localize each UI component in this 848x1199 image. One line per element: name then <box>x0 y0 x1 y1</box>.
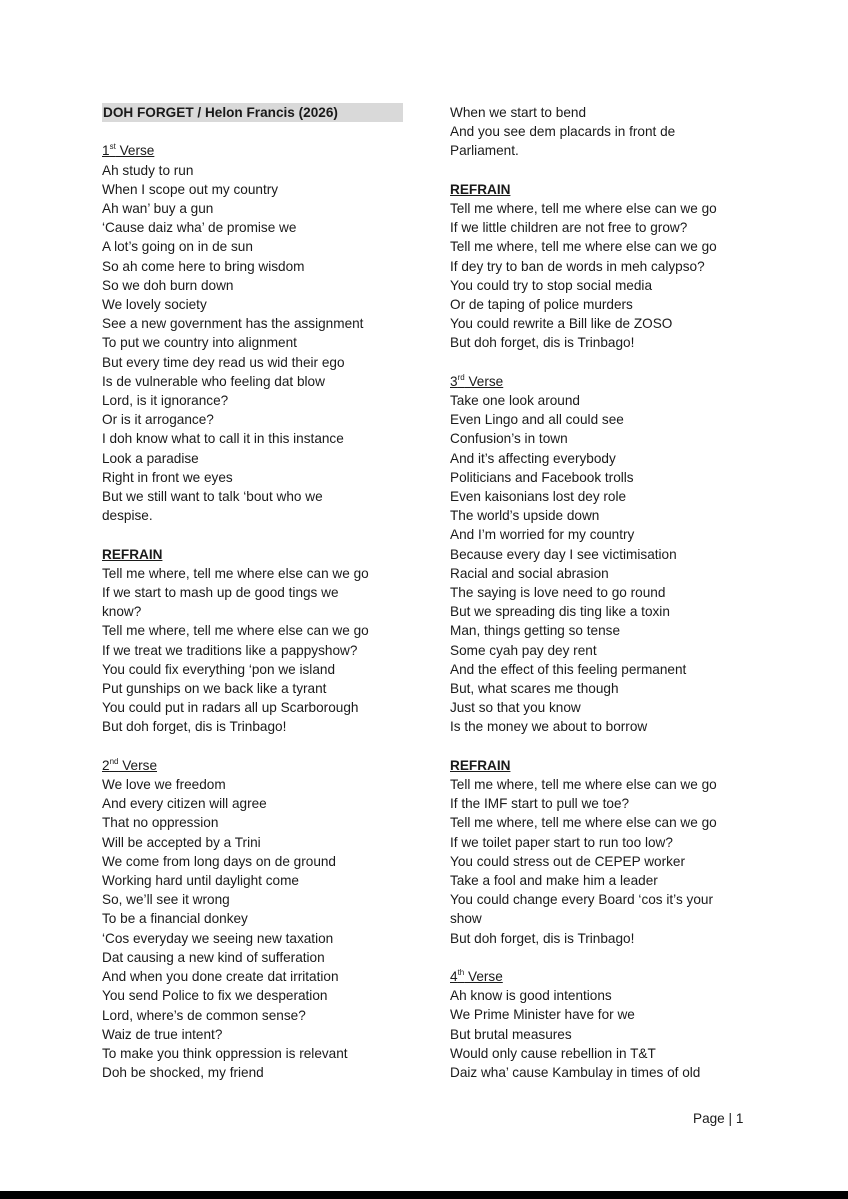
right-column <box>450 103 750 1082</box>
lyric-line: But brutal measures <box>450 1026 572 1042</box>
lyric-line: You could stress out de CEPEP worker <box>450 853 685 869</box>
lyric-line: Look a paradise <box>102 450 199 466</box>
lyric-line: despise. <box>102 508 153 524</box>
lyric-line: Tell me where, tell me where else can we go <box>450 201 717 216</box>
refrain-1-heading: REFRAIN <box>102 546 163 562</box>
lyric-line: Ah study to run <box>102 162 194 178</box>
verse-2-heading: 2nd Verse <box>102 756 158 773</box>
lyric-line: Because every day I see victimisation <box>450 546 677 562</box>
lyric-line: And when you done create dat irritation <box>102 969 339 985</box>
refrain-2-heading: REFRAIN <box>450 181 511 197</box>
lyric-line: Tell me where, tell me where else can we go <box>102 565 369 581</box>
lyric-line: A lot’s going on in de sun <box>102 239 253 255</box>
lyric-line: But we still want to talk ‘bout who we <box>102 489 323 505</box>
lyric-line: But, what scares me though <box>450 681 619 697</box>
lyric-line: Dat causing a new kind of sufferation <box>102 949 325 965</box>
verse-3-heading: 3rd Verse <box>450 372 504 389</box>
lyric-line: You could put in radars all up Scarborough <box>102 700 359 716</box>
lyric-line: Even kaisonians lost dey role <box>450 489 627 505</box>
lyric-line: But we spreading dis ting like a toxin <box>450 604 670 620</box>
lyric-line: To make you think oppression is relevant <box>102 1045 348 1061</box>
verse-1-lines <box>102 161 407 526</box>
lyric-line: ‘Cos everyday we seeing new taxation <box>102 930 334 946</box>
song-title: DOH FORGET / Helon Francis (2026) <box>102 103 403 122</box>
lyric-line: Confusion’s in town <box>450 431 568 447</box>
lyric-line: If we treat we traditions like a pappyshow? <box>102 642 358 658</box>
lyric-line: Take a fool and make him a leader <box>450 873 658 889</box>
lyric-line: Some cyah pay dey rent <box>450 642 597 658</box>
lyric-line: know? <box>102 604 142 620</box>
lyric-line: Ah know is good intentions <box>450 988 612 1004</box>
lyric-line: To be a financial donkey <box>102 911 248 927</box>
lyric-line: You could change every Board ‘cos it’s your <box>450 892 713 908</box>
lyric-line: You could rewrite a Bill like de ZOSO <box>450 316 673 332</box>
lyric-line: And you see dem placards in front de <box>450 124 676 140</box>
lyric-line: And I’m worried for my country <box>450 527 635 543</box>
lyric-line: Racial and social abrasion <box>450 565 609 581</box>
lyric-line: Daiz wha’ cause Kambulay in times of old <box>450 1065 701 1081</box>
lyric-line: We love we freedom <box>102 777 226 793</box>
lyric-line: We come from long days on de ground <box>102 853 336 869</box>
lyric-line: You could try to stop social media <box>450 277 653 293</box>
lyric-line: And the effect of this feeling permanent <box>450 661 687 677</box>
lyric-line: Will be accepted by a Trini <box>102 834 261 850</box>
lyric-line: Tell me where, tell me where else can we go <box>450 239 717 255</box>
lyric-line: Lord, where’s de common sense? <box>102 1007 306 1023</box>
lyric-line: ‘Cause daiz wha’ de promise we <box>102 220 297 236</box>
lyric-line: But doh forget, dis is Trinbago! <box>450 930 635 946</box>
lyric-line: If we toilet paper start to run too low? <box>450 834 673 850</box>
lyric-line: So we doh burn down <box>102 277 234 293</box>
bottom-border-bar <box>0 1191 848 1199</box>
lyric-line: Waiz de true intent? <box>102 1026 223 1042</box>
lyric-line: Parliament. <box>450 143 519 159</box>
refrain-1-lines <box>102 564 407 737</box>
lyric-line: If we start to mash up de good tings we <box>102 585 339 601</box>
lyric-line: Put gunships on we back like a tyrant <box>102 681 327 697</box>
page-number: Page | 1 <box>693 1111 744 1126</box>
lyric-line: Tell me where, tell me where else can we go <box>102 623 369 639</box>
left-column <box>102 103 407 1082</box>
verse-2-continued-lines <box>450 103 750 161</box>
verse-4-heading: 4th Verse <box>450 968 503 985</box>
lyric-line: When we start to bend <box>450 105 587 120</box>
lyric-line: You send Police to fix we desperation <box>102 988 328 1004</box>
lyric-line: We lovely society <box>102 297 207 313</box>
lyric-line: Is de vulnerable who feeling dat blow <box>102 373 325 389</box>
lyric-line: That no oppression <box>102 815 219 831</box>
lyric-line: Take one look around <box>450 393 580 409</box>
verse-4-lines <box>450 986 750 1082</box>
verse-2-lines <box>102 775 407 1082</box>
lyric-line: Is the money we about to borrow <box>450 719 648 735</box>
lyric-line: Right in front we eyes <box>102 469 233 485</box>
lyric-line: We Prime Minister have for we <box>450 1007 635 1023</box>
lyric-line: Even Lingo and all could see <box>450 412 624 428</box>
refrain-3-heading: REFRAIN <box>450 757 511 773</box>
lyric-line: If we little children are not free to grow? <box>450 220 688 236</box>
lyric-line: Doh be shocked, my friend <box>102 1065 264 1081</box>
lyric-line: Would only cause rebellion in T&T <box>450 1045 656 1061</box>
lyric-line: Tell me where, tell me where else can we go <box>450 777 717 793</box>
lyric-line: Ah wan’ buy a gun <box>102 201 214 216</box>
refrain-2-lines <box>450 199 750 353</box>
lyric-line: You could fix everything ‘pon we island <box>102 661 336 677</box>
lyric-line: But every time dey read us wid their ego <box>102 354 345 370</box>
lyric-line: When I scope out my country <box>102 181 279 197</box>
lyric-line: Politicians and Facebook trolls <box>450 469 634 485</box>
lyric-line: And every citizen will agree <box>102 796 267 812</box>
lyric-line: Or is it arrogance? <box>102 412 214 428</box>
lyric-line: Working hard until daylight come <box>102 873 299 889</box>
lyric-line: Tell me where, tell me where else can we go <box>450 815 717 831</box>
refrain-3-lines <box>450 775 750 948</box>
lyric-line: But doh forget, dis is Trinbago! <box>102 719 287 735</box>
verse-3-lines <box>450 391 750 737</box>
lyric-line: The saying is love need to go round <box>450 585 666 601</box>
lyric-line: If dey try to ban de words in meh calypso? <box>450 258 705 274</box>
lyric-line: So, we’ll see it wrong <box>102 892 230 908</box>
lyric-line: And it’s affecting everybody <box>450 450 616 466</box>
lyric-line: So ah come here to bring wisdom <box>102 258 305 274</box>
lyric-line: Just so that you know <box>450 700 581 716</box>
lyric-line: To put we country into alignment <box>102 335 297 351</box>
lyric-line: Or de taping of police murders <box>450 297 633 313</box>
lyric-line: I doh know what to call it in this instance <box>102 431 344 447</box>
lyric-line: The world’s upside down <box>450 508 600 524</box>
lyric-line: If the IMF start to pull we toe? <box>450 796 630 812</box>
lyric-line: show <box>450 911 482 927</box>
verse-1-heading: 1st Verse <box>102 142 155 159</box>
lyric-line: Lord, is it ignorance? <box>102 393 229 409</box>
lyric-line: But doh forget, dis is Trinbago! <box>450 335 635 351</box>
lyric-line: Man, things getting so tense <box>450 623 621 639</box>
lyric-line: See a new government has the assignment <box>102 316 364 332</box>
